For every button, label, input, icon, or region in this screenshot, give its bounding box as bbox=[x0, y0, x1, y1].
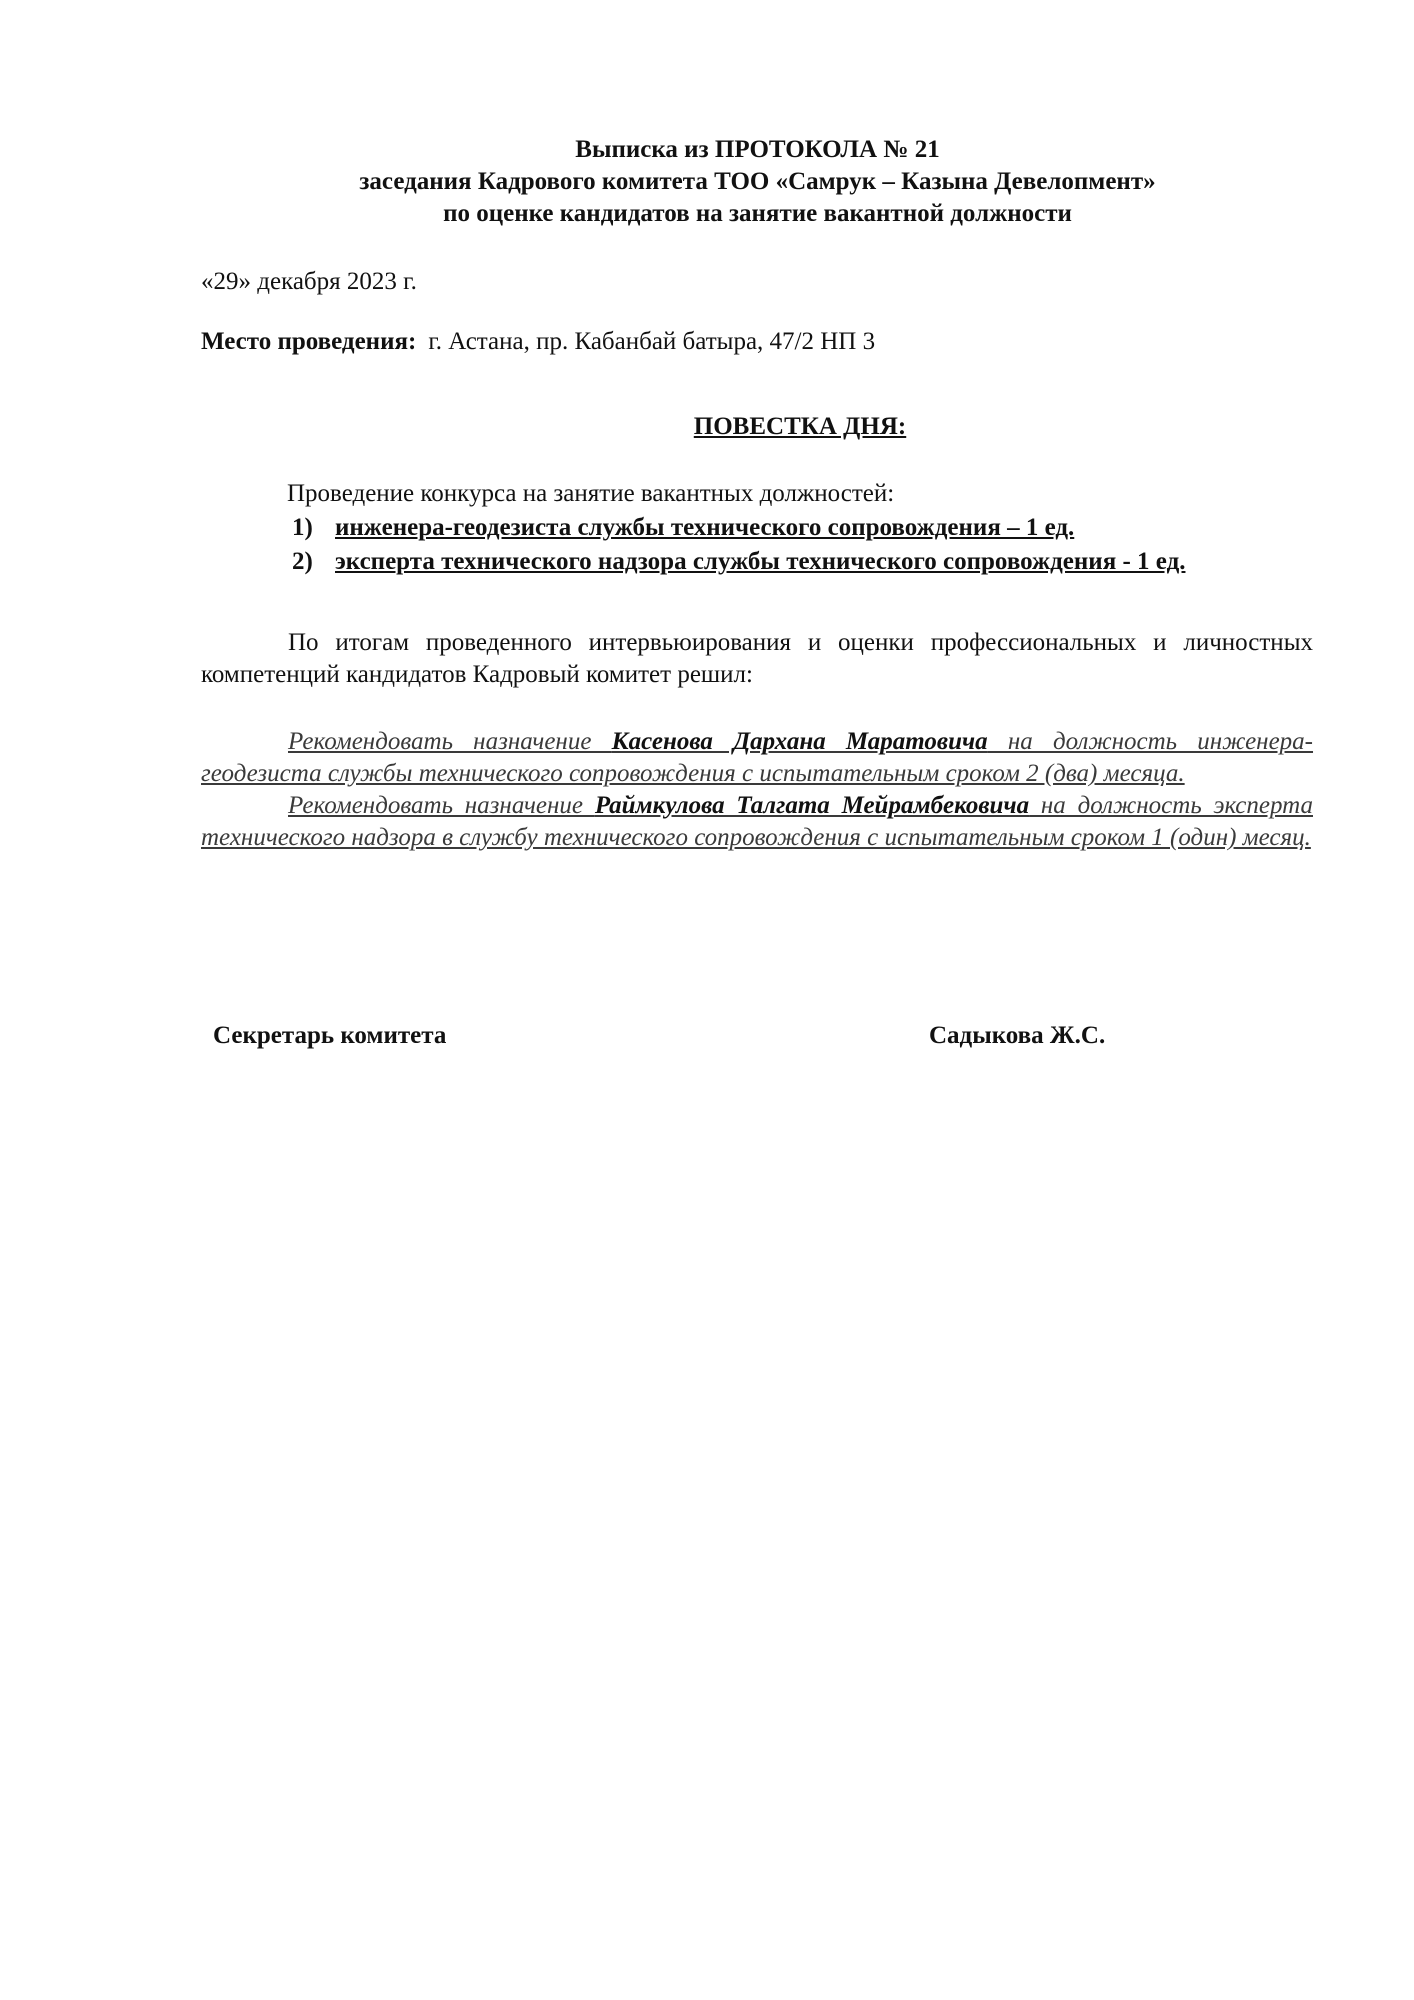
agenda-item bbox=[292, 511, 1185, 545]
agenda-intro: Проведение конкурса на занятие вакантных должностей: bbox=[287, 480, 895, 507]
decision-suffix: на должность эксперта технического надзора в службу технического сопровождения с испытательным сроком 1 (один) месяц. bbox=[201, 792, 1313, 851]
agenda-item-number: 2) bbox=[292, 548, 313, 575]
agenda-heading: ПОВЕСТКА ДНЯ: bbox=[693, 413, 907, 440]
decision-paragraph bbox=[201, 726, 1313, 790]
signature-name: Садыкова Ж.С. bbox=[929, 1022, 1106, 1049]
agenda-item-text: эксперта технического надзора службы технического сопровождения - 1 ед. bbox=[335, 548, 1186, 575]
agenda-item bbox=[292, 545, 1185, 579]
agenda-item-number: 1) bbox=[292, 514, 313, 541]
decision-prefix: Рекомендовать назначение bbox=[288, 792, 595, 819]
venue-text: г. Астана, пр. Кабанбай батыра, 47/2 НП 3 bbox=[428, 328, 876, 355]
title-line-3: по оценке кандидатов на занятие вакантной должности bbox=[443, 200, 1072, 227]
signature-role: Секретарь комитета bbox=[213, 1022, 447, 1049]
meeting-venue bbox=[201, 326, 875, 358]
results-paragraph: По итогам проведенного интервьюирования и оценки профессиональных и личностных компетенций кандидатов Кадровый комитет решил: bbox=[201, 629, 1313, 688]
title-line-1: Выписка из ПРОТОКОЛА № 21 bbox=[575, 136, 940, 163]
document-title bbox=[200, 134, 1315, 230]
candidate-name: Касенова Дархана Маратовича bbox=[611, 728, 988, 755]
decision-prefix: Рекомендовать назначение bbox=[288, 728, 612, 755]
decision-suffix: на должность инженера-геодезиста службы технического сопровождения с испытательным сроком 2 (два) месяца. bbox=[201, 728, 1314, 787]
title-line-2: заседания Кадрового комитета ТОО «Самрук – Казына Девелопмент» bbox=[359, 168, 1156, 195]
agenda-item-text: инженера-геодезиста службы технического сопровождения – 1 ед. bbox=[335, 514, 1075, 541]
venue-label: Место проведения: bbox=[201, 328, 417, 355]
decisions-block bbox=[201, 726, 1313, 854]
decision-paragraph bbox=[201, 790, 1313, 854]
meeting-date: «29» декабря 2023 г. bbox=[201, 268, 417, 295]
candidate-name: Раймкулова Талгата Мейрамбековича bbox=[594, 792, 1030, 819]
agenda-list bbox=[292, 511, 1185, 579]
